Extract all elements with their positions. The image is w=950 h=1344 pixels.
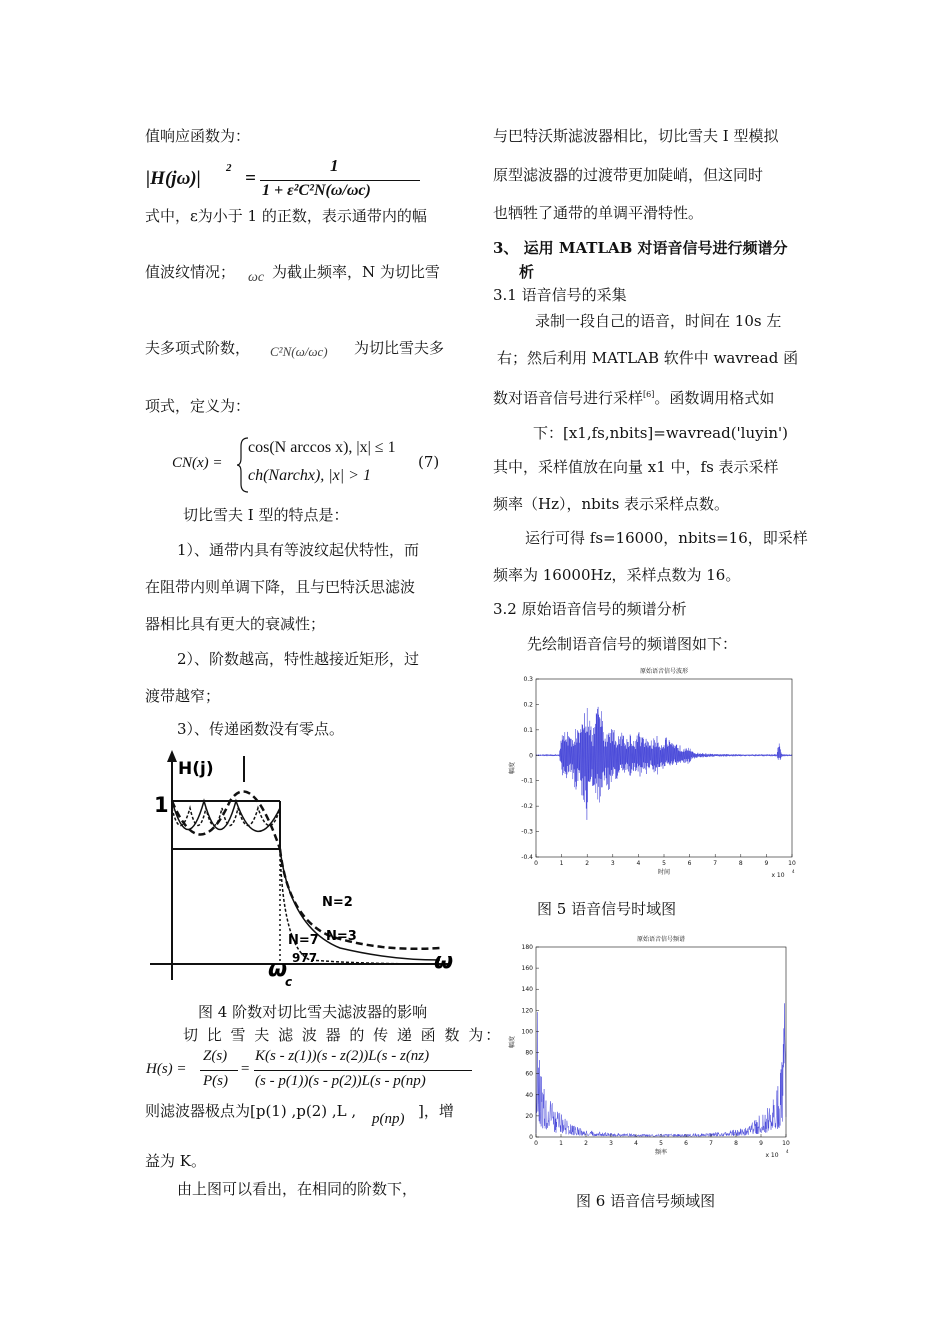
paragraph-line: 右；然后利用 MATLAB 软件中 wavread 函 — [497, 349, 799, 367]
chart-title: 原始语音信号波形 — [639, 668, 689, 675]
y-tick-label: 0 — [529, 1134, 533, 1141]
paragraph-line: 切比雪夫 I 型的特点是： — [183, 506, 349, 524]
x-tick-label: 4 — [634, 1140, 638, 1147]
tf-eq2: = — [240, 1061, 251, 1077]
x-tick-label: 6 — [684, 1140, 688, 1147]
equation-denominator: 1 + ε²C²N(ω/ωc) — [262, 182, 371, 199]
y-tick-label: 180 — [521, 944, 533, 951]
y-tick-label: 140 — [521, 986, 533, 994]
figure-4-caption: 图 4 阶数对切比雪夫滤波器的影响 — [198, 1003, 428, 1021]
x-axis-label: 频率 — [654, 1149, 668, 1156]
paragraph-line: 也牺牲了通带的单调平滑特性。 — [493, 204, 704, 222]
ripple-n3 — [172, 801, 280, 831]
y-tick-label: 40 — [525, 1091, 533, 1099]
figure-5-time-domain-chart — [500, 660, 810, 885]
citation-ref[interactable]: [6] — [643, 390, 655, 399]
chart-title: 原始语音信号频谱 — [636, 936, 686, 943]
x-multiplier-exponent: 4 — [792, 869, 795, 874]
y-tick-label: 80 — [525, 1049, 533, 1057]
label-n2: N=2 — [322, 895, 353, 910]
equation-numerator: 1 — [330, 156, 339, 175]
x-tick-label: 2 — [584, 1140, 588, 1147]
figure-4-chebyshev-order — [140, 748, 460, 993]
x-tick-label: 4 — [636, 860, 641, 867]
paragraph-line: 式中，ε为小于 1 的正数，表示通带内的幅 — [145, 207, 427, 225]
paragraph-line: 1）、通带内具有等波纹起伏特性，而 — [177, 541, 420, 559]
x-multiplier-label: x 10 — [771, 872, 785, 879]
x-tick-label: 3 — [610, 860, 615, 867]
x-tick-label: 8 — [734, 1140, 738, 1147]
paragraph-line: 夫多项式阶数， — [145, 339, 251, 357]
y-tick-label: -0.2 — [521, 803, 533, 811]
section-heading: 3、 运用 MATLAB 对语音信号进行频谱分 — [493, 239, 788, 257]
x-tick-label: 1 — [559, 1140, 563, 1147]
paragraph-line: 3）、传递函数没有零点。 — [177, 720, 345, 738]
paragraph-line: 运行可得 fs=16000，nbits=16，即采样 — [525, 529, 808, 547]
equation-equals: = — [245, 168, 256, 189]
fraction-bar — [260, 180, 420, 181]
y-tick-label: 60 — [525, 1070, 533, 1078]
equation-number: (7) — [418, 453, 440, 471]
symbol-pnp: p(np) — [372, 1111, 405, 1127]
x-tick-label: 3 — [609, 1140, 613, 1147]
x-tick-label: 5 — [662, 860, 666, 867]
y-tick-label: 0 — [529, 752, 533, 760]
x-tick-label: 0 — [534, 1140, 538, 1147]
equation-exponent: 2 — [226, 162, 232, 174]
paragraph-line: 项式，定义为： — [145, 397, 251, 415]
x-tick-label: 6 — [687, 860, 692, 867]
x-tick-label: 8 — [738, 860, 743, 867]
x-multiplier-label: x 10 — [765, 1152, 779, 1159]
label-c-subscript: c — [285, 975, 293, 989]
equation-lhs: |H(jω)| — [146, 168, 201, 189]
y-tick-label: -0.1 — [521, 777, 533, 785]
fig4-one-label: 1 — [154, 793, 169, 817]
paragraph-line: 先绘制语音信号的频谱图如下： — [527, 635, 738, 653]
paragraph-line: 值波纹情况； — [145, 263, 236, 281]
subsection-heading: 3.1 语音信号的采集 — [493, 286, 627, 304]
paragraph-line: 录制一段自己的语音，时间在 10s 左 — [535, 312, 782, 330]
paragraph-line: 则滤波器极点为[p(1) ,p(2) ,L , — [145, 1102, 357, 1120]
x-tick-label: 9 — [759, 1140, 763, 1147]
tf-lhs: H(s) = — [146, 1061, 187, 1077]
symbol-chebyshev-poly: C²N(ω/ωc) — [270, 344, 328, 359]
y-axis-label: 幅度 — [509, 1035, 516, 1049]
subsection-heading: 3.2 原始语音信号的频谱分析 — [493, 600, 687, 618]
paragraph-line: 其中，采样值放在向量 x1 中，fs 表示采样 — [493, 458, 779, 476]
y-tick-label: 120 — [521, 1007, 533, 1015]
paragraph-line: 器相比具有更大的衰减性； — [145, 615, 326, 633]
x-tick-label: 10 — [782, 1140, 790, 1147]
signal-series-line — [536, 707, 792, 820]
paragraph-line: 渡带越窄； — [145, 687, 221, 705]
paragraph-line: 由上图可以看出，在相同的阶数下， — [177, 1180, 418, 1198]
y-tick-label: -0.4 — [521, 854, 533, 861]
tf-num1: Z(s) — [203, 1048, 228, 1064]
figure-5-caption: 图 5 语音信号时域图 — [537, 900, 677, 918]
fraction-bar — [254, 1070, 472, 1071]
x-tick-label: 9 — [764, 860, 769, 867]
paragraph-line: 2）、阶数越高，特性越接近矩形，过 — [177, 650, 420, 668]
paragraph-line: 为截止频率，N 为切比雪 — [272, 263, 440, 281]
symbol-omega-c: ωc — [248, 270, 265, 285]
section-heading: 析 — [519, 263, 535, 281]
paragraph-line: 与巴特沃斯滤波器相比，切比雪夫 I 型模拟 — [493, 127, 779, 145]
y-tick-label: 160 — [521, 965, 533, 973]
label-omega: ω — [434, 949, 454, 974]
x-tick-label: 10 — [788, 860, 796, 867]
x-tick-label: 5 — [659, 1140, 663, 1147]
tf-den2: (s - p(1))(s - p(2))L(s - p(np) — [255, 1073, 426, 1089]
y-tick-label: 0.3 — [523, 676, 533, 683]
x-tick-label: 1 — [559, 860, 564, 867]
paragraph-line: 切 比 雪 夫 滤 波 器 的 传 递 函 数 为： — [183, 1026, 503, 1044]
paragraph-line: 原型滤波器的过渡带更加陡峭，但这同时 — [493, 166, 764, 184]
plot-frame — [536, 947, 786, 1137]
figure-6-frequency-domain-chart — [500, 930, 810, 1165]
chebyshev-case-1: cos(N arccos x), |x| ≤ 1 — [248, 439, 396, 456]
y-tick-label: 20 — [525, 1112, 533, 1120]
x-axis-label: 时间 — [657, 869, 671, 876]
figure-6-caption: 图 6 语音信号频域图 — [576, 1192, 716, 1210]
x-tick-label: 7 — [709, 1140, 713, 1147]
y-tick-label: 100 — [521, 1028, 533, 1036]
x-tick-label: 7 — [713, 860, 718, 867]
label-n7: N=7 — [288, 933, 319, 948]
code-line: 下：[x1,fs,nbits]=wavread('luyin') — [533, 424, 789, 442]
paragraph-line: 在阻带内则单调下降，且与巴特沃思滤波 — [145, 578, 416, 596]
paragraph-line: 数对语音信号进行采样[6]。函数调用格式如 — [493, 389, 775, 407]
tf-den1: P(s) — [203, 1073, 228, 1089]
paragraph-line: 值响应函数为： — [145, 127, 251, 145]
label-omega-c: ω — [268, 957, 288, 982]
fig4-ylabel: H(j) — [178, 759, 214, 779]
y-axis-arrow-icon — [167, 750, 177, 762]
fraction-bar — [200, 1070, 238, 1071]
tf-num2: K(s - z(1))(s - z(2))L(s - z(nz) — [255, 1048, 430, 1064]
y-axis-label: 幅度 — [509, 761, 516, 775]
y-tick-label: 0.1 — [523, 726, 533, 734]
label-n3: N=3 — [326, 929, 357, 944]
paragraph-line: 频率为 16000Hz，采样点数为 16。 — [493, 566, 741, 584]
paragraph-line: 频率（Hz），nbits 表示采样点数。 — [493, 495, 730, 513]
paragraph-line: 益为 K。 — [145, 1152, 206, 1170]
x-multiplier-exponent: 4 — [786, 1149, 789, 1154]
y-tick-label: 0.2 — [523, 701, 533, 709]
label-977: 977 — [292, 951, 318, 965]
x-tick-label: 0 — [534, 860, 538, 867]
chebyshev-lhs: CN(x) = — [172, 455, 223, 471]
y-tick-label: -0.3 — [521, 828, 533, 836]
paragraph-line: ]，增 — [418, 1102, 454, 1120]
signal-series-line — [536, 1003, 786, 1136]
paragraph-line: 为切比雪夫多 — [354, 339, 445, 357]
chebyshev-case-2: ch(Narchx), |x| > 1 — [248, 467, 371, 484]
x-tick-label: 2 — [585, 860, 590, 867]
